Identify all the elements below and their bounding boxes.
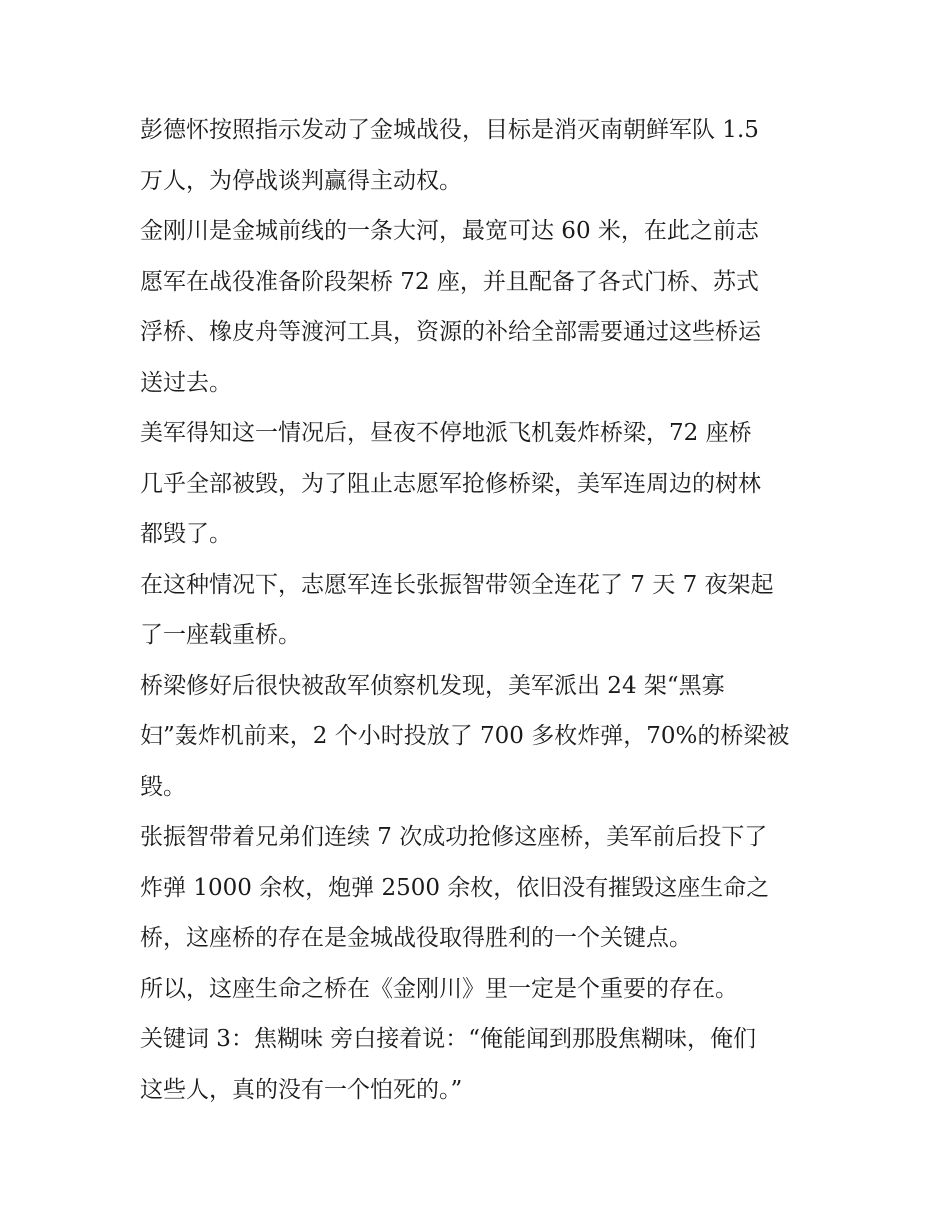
text-line: 金刚川是金城前线的一条大河，最宽可达 60 米，在此之前志 [140, 218, 759, 244]
paragraph-4 [140, 560, 820, 661]
text-line: 在这种情况下，志愿军连长张振智带领全连花了 7 天 7 夜架起 [140, 571, 774, 598]
text-line: 桥，这座桥的存在是金城战役取得胜利的一个关键点。 [140, 925, 692, 951]
paragraph-6 [140, 812, 820, 964]
text-line: 送过去。 [140, 369, 232, 396]
text-line: 了一座载重桥。 [140, 622, 301, 648]
paragraph-7 [140, 964, 820, 1015]
text-line: 炸弹 1000 余枚，炮弹 2500 余枚，依旧没有摧毁这座生命之 [140, 874, 770, 901]
paragraph-3 [140, 408, 820, 560]
paragraph-1 [140, 105, 820, 206]
text-line: 愿军在战役准备阶段架桥 72 座，并且配备了各式门桥、苏式 [140, 268, 759, 295]
article-body [140, 105, 820, 1115]
text-line: 美军得知这一情况后，昼夜不停地派飞机轰炸桥梁，72 座桥 [140, 420, 752, 446]
text-line: 桥梁修好后很快被敌军侦察机发现，美军派出 24 架“黑寡 [140, 672, 725, 699]
text-line: 浮桥、橡皮舟等渡河工具，资源的补给全部需要通过这些桥运 [140, 319, 761, 345]
text-line: 所以，这座生命之桥在《金刚川》里一定是个重要的存在。 [140, 975, 738, 1002]
text-line: 毁。 [140, 773, 186, 800]
paragraph-5 [140, 661, 820, 813]
text-line: 这些人，真的没有一个怕死的。” [140, 1076, 463, 1103]
text-line: 张振智带着兄弟们连续 7 次成功抢修这座桥，美军前后投下了 [140, 824, 768, 850]
paragraph-2 [140, 206, 820, 408]
text-line: 关键词 3：焦糊味 旁白接着说：“俺能闻到那股焦糊味，俺们 [140, 1026, 757, 1052]
text-line: 彭德怀按照指示发动了金城战役，目标是消灭南朝鲜军队 1.5 [140, 117, 759, 143]
text-line: 妇”轰炸机前来，2 个小时投放了 700 多枚炸弹，70%的桥梁被 [140, 723, 790, 749]
text-line: 万人，为停战谈判赢得主动权。 [140, 167, 462, 194]
paragraph-8 [140, 1014, 820, 1115]
text-line: 都毁了。 [140, 521, 232, 547]
text-line: 几乎全部被毁，为了阻止志愿军抢修桥梁，美军连周边的树林 [140, 470, 761, 497]
